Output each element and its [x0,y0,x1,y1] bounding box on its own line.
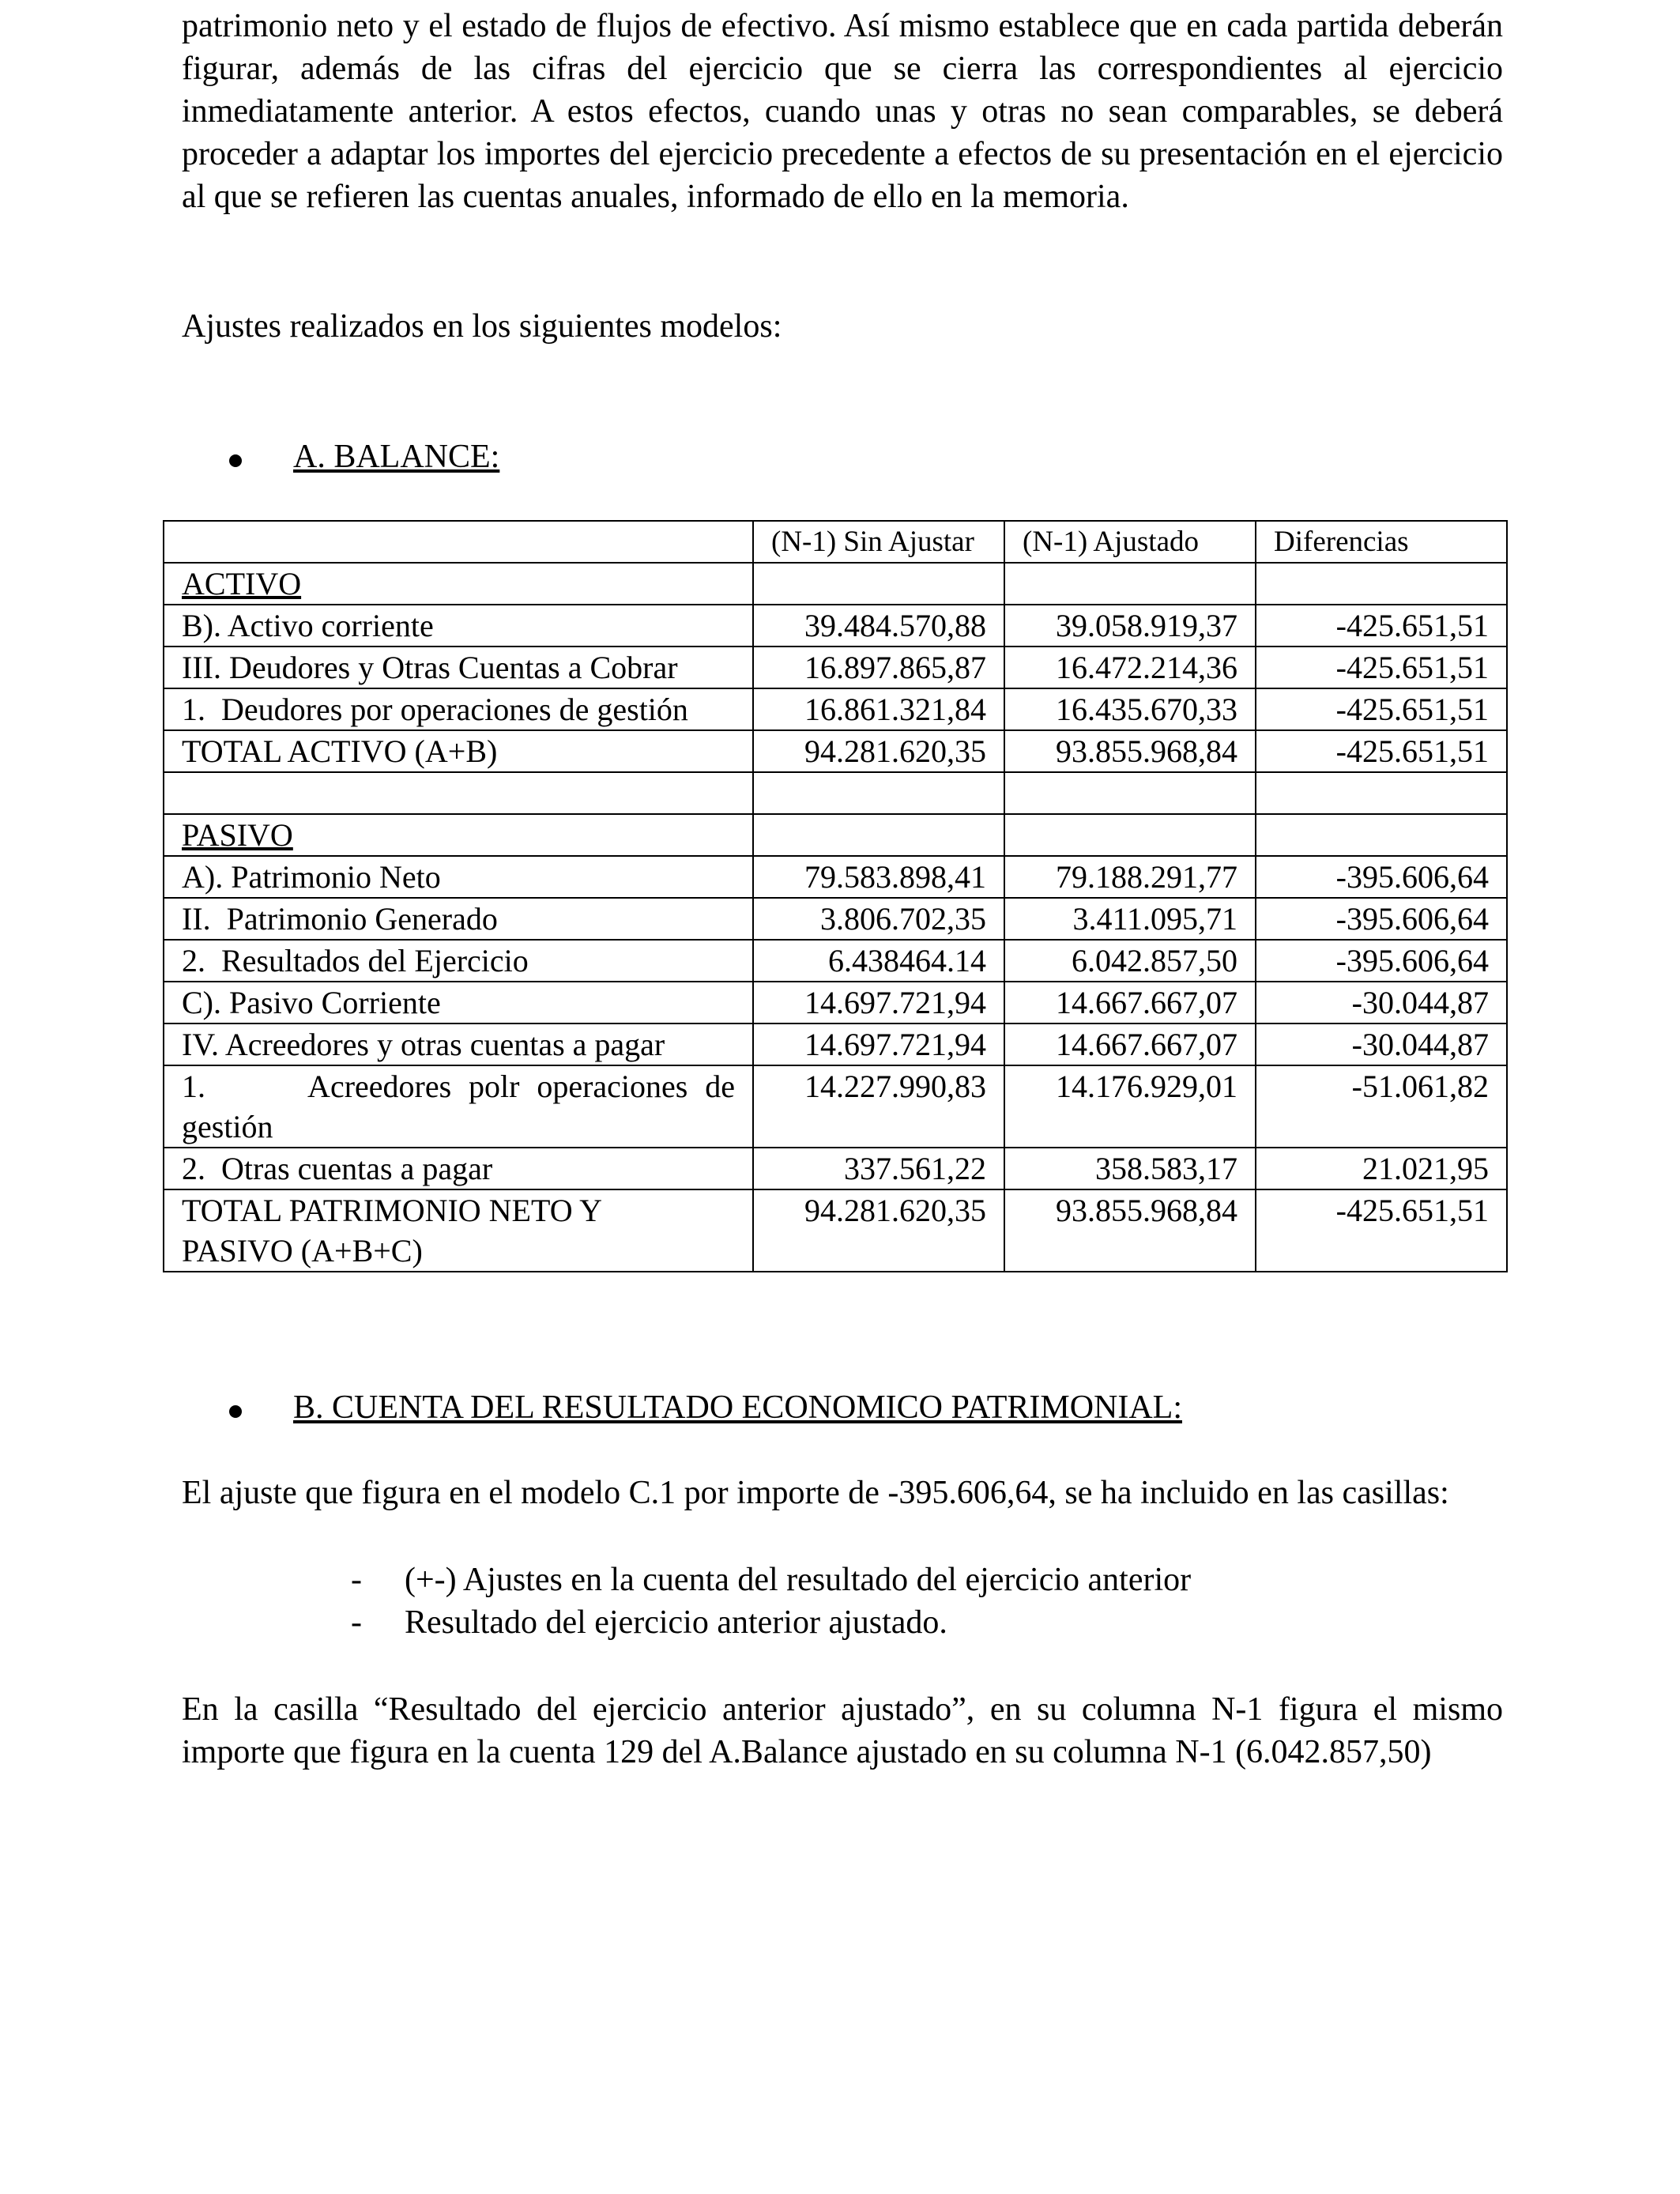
value-ajustado: 14.667.667,07 [1004,1023,1256,1065]
value-diferencia: -425.651,51 [1256,688,1507,730]
table-row [164,688,1507,730]
value-sin-ajustar: 14.227.990,83 [753,1065,1004,1148]
table-row [164,898,1507,940]
value-diferencia: -51.061,82 [1256,1065,1507,1148]
table-row [164,647,1507,688]
value-sin-ajustar: 337.561,22 [753,1148,1004,1189]
table-row [164,940,1507,982]
row-label: 2. Otras cuentas a pagar [164,1148,753,1189]
header-cell-ajustado: (N-1) Ajustado [1004,521,1256,563]
value-diferencia: -425.651,51 [1256,730,1507,772]
row-label: C). Pasivo Corriente [164,982,753,1023]
value-diferencia: -395.606,64 [1256,940,1507,982]
activo-heading-row [164,563,1507,605]
section-b-title: B. CUENTA DEL RESULTADO ECONOMICO PATRIMONIAL: [293,1389,1182,1426]
activo-heading: ACTIVO [182,566,302,601]
dash-marker: - [351,1604,362,1641]
table-row [164,982,1507,1023]
pasivo-heading-row [164,814,1507,856]
value-ajustado: 358.583,17 [1004,1148,1256,1189]
value-ajustado: 39.058.919,37 [1004,605,1256,647]
row-label: TOTAL ACTIVO (A+B) [164,730,753,772]
pasivo-heading: PASIVO [182,817,293,853]
value-diferencia: -425.651,51 [1256,1189,1507,1272]
table-header-row [164,521,1507,563]
table-row [164,1065,1507,1148]
adjustments-intro: Ajustes realizados en los siguientes modelos: [182,308,782,345]
value-ajustado: 6.042.857,50 [1004,940,1256,982]
row-label: 1. Acreedores polr operaciones de gestión [164,1065,753,1148]
value-diferencia: -425.651,51 [1256,647,1507,688]
row-label: IV. Acreedores y otras cuentas a pagar [164,1023,753,1065]
row-label: II. Patrimonio Generado [164,898,753,940]
list-item-text: (+-) Ajustes en la cuenta del resultado del ejercicio anterior [405,1562,1192,1598]
spacer-row [164,772,1507,814]
value-ajustado: 93.855.968,84 [1004,1189,1256,1272]
balance-table [163,520,1508,1272]
value-ajustado: 3.411.095,71 [1004,898,1256,940]
value-ajustado: 14.667.667,07 [1004,982,1256,1023]
bullet-icon [229,1405,242,1418]
value-sin-ajustar: 79.583.898,41 [753,856,1004,898]
section-a-title: A. BALANCE: [293,439,500,475]
table-row [164,605,1507,647]
header-cell-sin-ajustar: (N-1) Sin Ajustar [753,521,1004,563]
value-ajustado: 79.188.291,77 [1004,856,1256,898]
header-cell-diferencias: Diferencias [1256,521,1507,563]
value-sin-ajustar: 39.484.570,88 [753,605,1004,647]
value-sin-ajustar: 14.697.721,94 [753,982,1004,1023]
table-row [164,1023,1507,1065]
value-diferencia: -395.606,64 [1256,856,1507,898]
header-cell-concept [164,521,753,563]
value-ajustado: 14.176.929,01 [1004,1065,1256,1148]
intro-paragraph: patrimonio neto y el estado de flujos de efectivo. Así mismo establece que en cada partida deberán figurar, además de las cifras del ejercicio que se cierra las correspondientes al ejercicio inmediatamente anterior. A estos efectos, cuando unas y otras no sean comparables, se deberá proceder a adaptar los importes del ejercicio precedente a efectos de su presentación en el ejercicio al que se refieren las cuentas anuales, informado de ello en la memoria. [182,8,1503,215]
value-ajustado: 16.472.214,36 [1004,647,1256,688]
value-sin-ajustar: 94.281.620,35 [753,730,1004,772]
row-label: III. Deudores y Otras Cuentas a Cobrar [164,647,753,688]
list-item-text: Resultado del ejercicio anterior ajustado. [405,1604,947,1641]
value-sin-ajustar: 16.861.321,84 [753,688,1004,730]
table-row [164,1189,1507,1272]
dash-marker: - [351,1562,362,1598]
value-sin-ajustar: 16.897.865,87 [753,647,1004,688]
table-row [164,856,1507,898]
value-diferencia: -30.044,87 [1256,982,1507,1023]
row-label: 2. Resultados del Ejercicio [164,940,753,982]
value-sin-ajustar: 14.697.721,94 [753,1023,1004,1065]
section-b-paragraph: El ajuste que figura en el modelo C.1 por importe de -395.606,64, se ha incluido en las casillas: [182,1475,1449,1511]
row-label: TOTAL PATRIMONIO NETO Y PASIVO (A+B+C) [164,1189,753,1272]
row-label: B). Activo corriente [164,605,753,647]
table-row [164,730,1507,772]
value-sin-ajustar: 6.438464.14 [753,940,1004,982]
value-ajustado: 16.435.670,33 [1004,688,1256,730]
row-label: 1. Deudores por operaciones de gestión [164,688,753,730]
bullet-icon [229,454,242,467]
value-diferencia: -30.044,87 [1256,1023,1507,1065]
table-row [164,1148,1507,1189]
value-sin-ajustar: 94.281.620,35 [753,1189,1004,1272]
row-label: A). Patrimonio Neto [164,856,753,898]
value-ajustado: 93.855.968,84 [1004,730,1256,772]
value-diferencia: -425.651,51 [1256,605,1507,647]
value-diferencia: 21.021,95 [1256,1148,1507,1189]
closing-paragraph: En la casilla “Resultado del ejercicio anterior ajustado”, en su columna N-1 figura el mismo importe que figura en la cuenta 129 del A.Balance ajustado en su columna N-1 (6.042.857,50) [182,1691,1503,1770]
value-sin-ajustar: 3.806.702,35 [753,898,1004,940]
value-diferencia: -395.606,64 [1256,898,1507,940]
